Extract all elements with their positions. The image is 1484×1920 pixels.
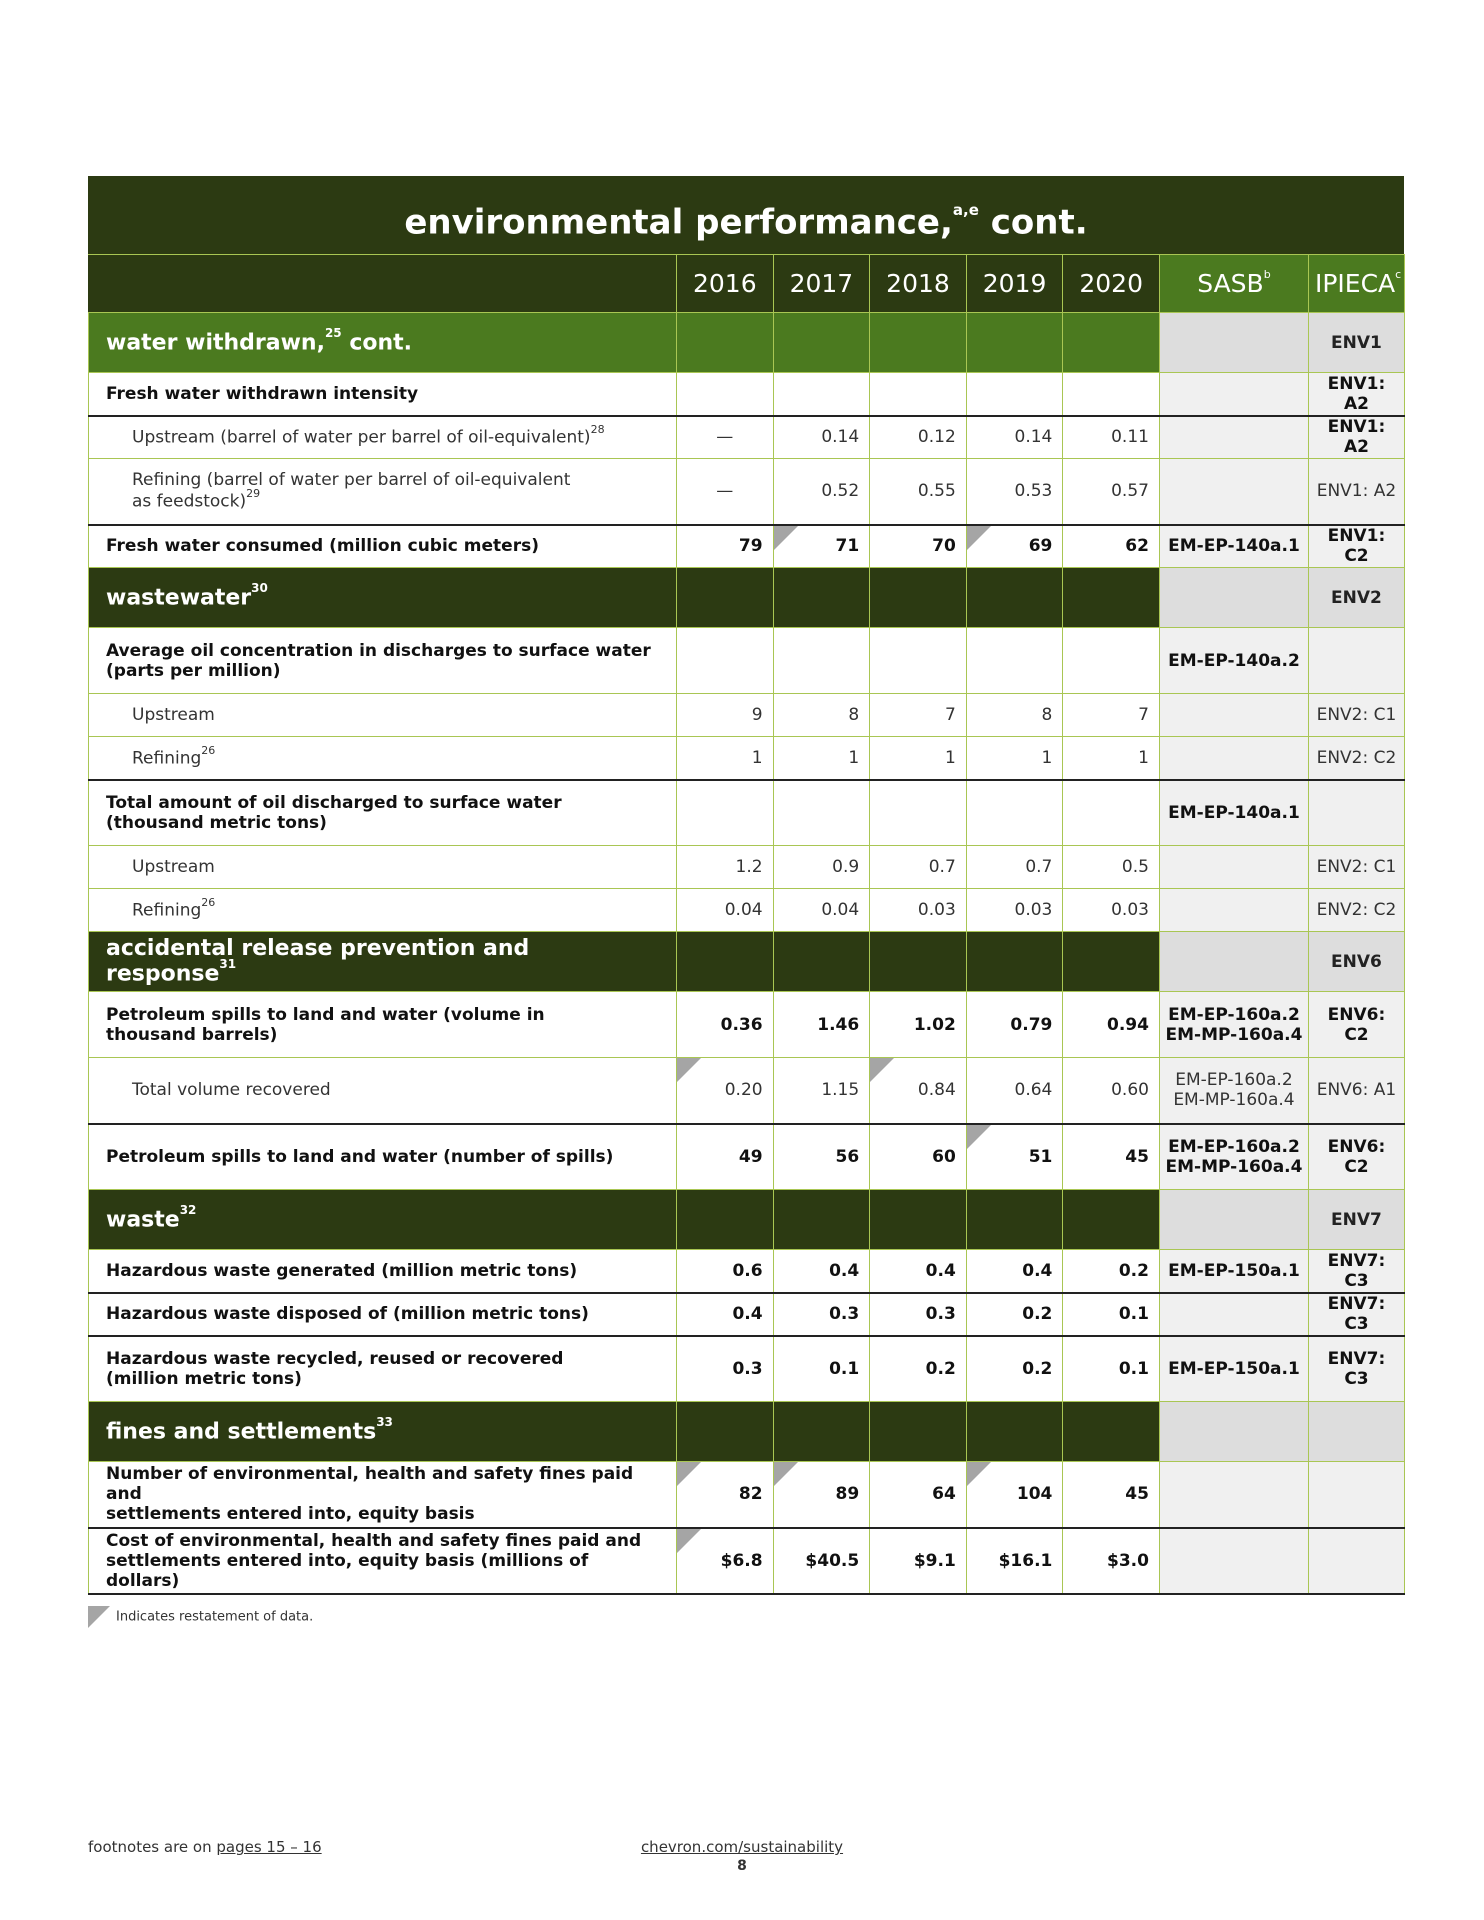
table-row: Refining (barrel of water per barrel of oil-equivalent as feedstock)$^{29}$ — 0.52 0.55 0.53 0.57 ENV1: A2	[89, 459, 1405, 525]
restatement-marker-cell: 71	[773, 525, 870, 568]
table-row: Number of environmental, health and safety fines paid and settlements entered into, equity basis 82 89 64 104 45	[89, 1462, 1405, 1528]
table-row: Hazardous waste recycled, reused or recovered (million metric tons) 0.3 0.1 0.2 0.2 0.1 EM-EP-150a.1 ENV7: C3	[89, 1336, 1405, 1402]
header-sasb: SASB$^b$	[1159, 255, 1308, 313]
table-row: Petroleum spills to land and water (number of spills) 49 56 60 51 45 EM-EP-160a.2 EM-MP-160a.4 ENV6: C2	[89, 1124, 1405, 1190]
table-row: Upstream 9 8 7 8 7 ENV2: C1	[89, 694, 1405, 737]
table-row: Total volume recovered 0.20 1.15 0.84 0.64 0.60 EM-EP-160a.2 EM-MP-160a.4 ENV6: A1	[89, 1058, 1405, 1124]
sustainability-url-link[interactable]: chevron.com/sustainability	[640, 1838, 844, 1856]
environmental-performance-table	[88, 254, 1405, 1595]
restatement-marker-cell: $6.8	[677, 1528, 774, 1594]
table-row: Cost of environmental, health and safety fines paid and settlements entered into, equity basis (millions of dollars) $6.8 $40.5 $9.1 $16.1 $3.0	[89, 1528, 1405, 1594]
header-year-2020: 2020	[1063, 255, 1160, 313]
page-footer	[600, 1838, 884, 1874]
header-blank	[89, 255, 677, 313]
restatement-legend: Indicates restatement of data.	[88, 1606, 313, 1628]
table-row: Fresh water withdrawn intensity ENV1: A2	[89, 373, 1405, 416]
section-waste: waste$^{32}$ ENV7	[89, 1190, 1405, 1250]
table-row: Average oil concentration in discharges to surface water (parts per million) EM-EP-140a.2	[89, 628, 1405, 694]
table-row: Petroleum spills to land and water (volume in thousand barrels) 0.36 1.46 1.02 0.79 0.94 EM-EP-160a.2 EM-MP-160a.4 ENV6: C2	[89, 992, 1405, 1058]
section-fines-settlements: fines and settlements$^{33}$	[89, 1402, 1405, 1462]
table-row: Fresh water consumed (million cubic meters) 79 71 70 69 62 EM-EP-140a.1 ENV1: C2	[89, 525, 1405, 568]
header-year-2017: 2017	[773, 255, 870, 313]
table-row: Refining$^{26}$ 1 1 1 1 1 ENV2: C2	[89, 737, 1405, 780]
header-year-2016: 2016	[677, 255, 774, 313]
restatement-marker-cell: 82	[677, 1462, 774, 1528]
footnote-reference: footnotes are on pages 15 – 16	[88, 1838, 322, 1856]
restatement-marker-cell: 51	[966, 1124, 1063, 1190]
table-row: Hazardous waste generated (million metric tons) 0.6 0.4 0.4 0.4 0.2 EM-EP-150a.1 ENV7: C3	[89, 1250, 1405, 1293]
page-number: 8	[737, 1858, 747, 1874]
environmental-performance-table-container	[88, 176, 1404, 1595]
header-year-2019: 2019	[966, 255, 1063, 313]
table-row: Upstream (barrel of water per barrel of oil-equivalent)$^{28}$ — 0.14 0.12 0.14 0.11 ENV1: A2	[89, 416, 1405, 459]
table-row: Hazardous waste disposed of (million metric tons) 0.4 0.3 0.3 0.2 0.1 ENV7: C3	[89, 1293, 1405, 1336]
header-ipieca: IPIECA$^c$	[1308, 255, 1404, 313]
header-year-2018: 2018	[870, 255, 967, 313]
section-wastewater: wastewater$^{30}$ ENV2	[89, 568, 1405, 628]
restatement-marker-cell: 0.84	[870, 1058, 967, 1124]
table-row: Upstream 1.2 0.9 0.7 0.7 0.5 ENV2: C1	[89, 846, 1405, 889]
section-water-withdrawn: water withdrawn,$^{25}$ cont. ENV1	[89, 313, 1405, 373]
table-title: environmental performance,$^{a,e}$ cont.	[88, 176, 1404, 254]
section-accidental-release: accidental release prevention and response$^{31}$ ENV6	[89, 932, 1405, 992]
restatement-marker-cell: 69	[966, 525, 1063, 568]
restatement-marker-cell: 104	[966, 1462, 1063, 1528]
restatement-triangle-icon	[88, 1606, 110, 1628]
table-row: Refining$^{26}$ 0.04 0.04 0.03 0.03 0.03 ENV2: C2	[89, 889, 1405, 932]
restatement-marker-cell: 0.20	[677, 1058, 774, 1124]
footnotes-pages-link[interactable]: pages 15 – 16	[216, 1838, 322, 1856]
table-row: Total amount of oil discharged to surface water (thousand metric tons) EM-EP-140a.1	[89, 780, 1405, 846]
table-header-row	[89, 255, 1405, 313]
restatement-marker-cell: 89	[773, 1462, 870, 1528]
